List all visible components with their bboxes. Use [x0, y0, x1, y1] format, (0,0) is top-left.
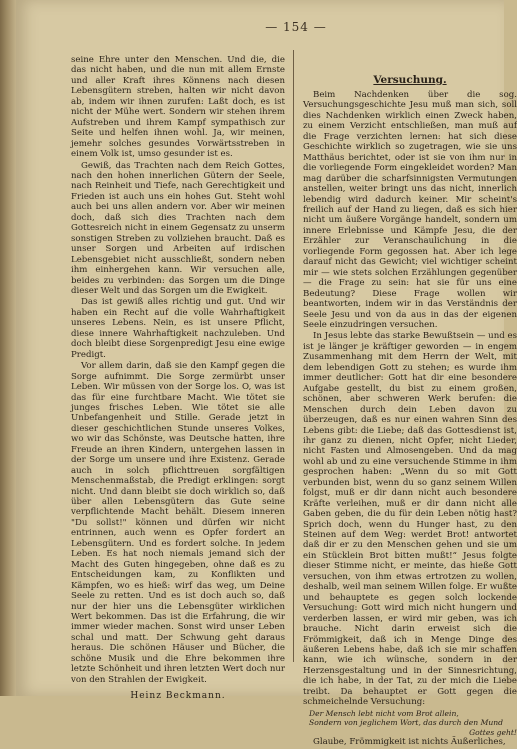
- right-paragraph: In Jesus lebte das starke Bewußtsein — und es ist je länger je kräftiger geworden — in engem Zusammenhang mit dem Herrn der Welt, mit dem lebendigen Gott zu stehen; es wurde ihm immer deutlicher: Gott hat dir eine besondere Aufgabe gestellt, du bist zu einem großen, schönen, aber schweren Werk berufen: die Menschen durch dein Leben davon zu überzeugen, daß es nur einen wahren Sinn des Lebens gibt: die Liebe; daß das Gottesdienst ist, ihr ganz zu dienen, nicht Opfer, nicht Lieder, nicht Fasten und Almosengeben. Und da mag wohl ab und zu eine versuchende Stimme in ihm gesprochen haben: „Wenn du so mit Gott verbunden bist, wenn du so ganz seinem Willen folgst, muß er dir dann nicht auch besondere Kräfte verleihen, muß er dir dann nicht alle Gaben geben, die du für dein Leben nötig hast? Sprich doch, wenn du Hunger hast, zu den Steinen auf dem Weg: werdet Brot! antwortet daß dir er zu den Menschen gehen und sie um ein Stücklein Brot bitten mußt!“ Jesus folgte dieser Stimme nicht, er meinte, das hieße Gott versuchen, von ihm etwas ertrotzen zu wollen, deshalb, weil man seinem Willen folge. Er wußte und behauptete es gegen solch lockende Versuchung: Gott wird mich nicht hungern und verderben lassen, er wird mir geben, was ich brauche. Nicht darin erweist sich die Frömmigkeit, daß ich in Menge Dinge des äußeren Lebens habe, daß ich sie mir schaffen kann, wie ich wünsche, sondern in der Herzensgestaltung und in der Sinnesrichtung, die ich habe, in der Tat, zu der mich die Liebe treibt. Da behauptet er Gott gegen die schmeichelnde Versuchung:: [303, 331, 517, 708]
- quote-line: Gottes geht!: [469, 727, 517, 737]
- left-paragraph: Vor allem darin, daß sie den Kampf gegen die Sorge aufnimmt. Die Sorge zermürbt unser Leben. Wir müssen von der Sorge los. O, was ist das für eine furchtbare Macht. Wie tötet sie junges frisches Leben. Wie tötet sie alle Unbefangenheit und Stille. Gerade jetzt in dieser geschichtlichen Stunde unseres Volkes, wo wir das Schönste, was Deutsche hatten, ihre Freude an ihren Kindern, untergehen lassen in der Sorge um unsere und ihre Existenz. Gerade auch in solch pflichttreuen sorgfältigen Menschenmaßstab, die Predigt erklingen: sorgt nicht. Und dann bleibt sie doch wirklich so, daß über allen Lebensgütern das Gute seine verpflichtende Macht behält. Diesem inneren "Du sollst!" können und dürfen wir nicht entrinnen, auch wenn es Opfer fordert an Lebensgütern. Und es fordert solche. In jedem Leben. Es hat noch niemals jemand sich der Macht des Guten hingegeben, ohne daß es zu Entscheidungen kam, zu Konflikten und Kämpfen, wo es hieß: wirf das weg, um Deine Seele zu retten. Und es ist doch auch so, daß nur der hier uns die Lebensgüter wirklichen Wert bekommen. Das ist die Erfahrung, die wir immer wieder machen. Sonst wird unser Leben schal und matt. Der Schwung geht daraus heraus. Die schönen Häuser und Bücher, die schöne Musik und die Ehre bekommen ihre letzte Schönheit und ihren letzten Wert doch nur von den Strahlen der Ewigkeit.: [71, 361, 285, 685]
- book-page: [16, 0, 517, 748]
- left-paragraph: Das ist gewiß alles richtig und gut. Und wir haben ein Recht auf die volle Wahrhaftigkeit unseres Lebens. Nein, es ist unsere Pflicht, diese innere Wahrhaftigkeit nachzuleben. Und doch bleibt diese Sorgenpredigt Jesu eine ewige Predigt.: [71, 297, 285, 360]
- article-author: Heinz Beckmann.: [130, 691, 226, 702]
- left-paragraph: Gewiß, das Trachten nach dem Reich Gottes, nach den hohen innerlichen Gütern der Seele, nach Reinheit und Tiefe, nach Gerechtigkeit und Frieden ist auch uns ein hohes Gut. Steht wohl auch bei uns allen andern vor. Aber wir meinen doch, daß sich dies Trachten nach dem Gottesreich nicht in einem Gegensatz zu unserm sonstigen Streben zu vollziehen braucht. Daß es unser Sorgen und Arbeiten auf irdischen Lebensgebiet nicht ausschließt, sondern neben ihm einhergehen kann. Wir versuchen alle, beides zu verbinden: das Sorgen um die Dinge dieser Welt und das Sorgen um die Ewigkeit.: [71, 160, 285, 296]
- page-number: — 154 —: [265, 20, 327, 34]
- article-title: Versuchung.: [373, 74, 447, 86]
- right-paragraph: Beim Nachdenken über die sog. Versuchungsgeschichte Jesu muß man sich, soll dies Nachdenken wirklich einen Zweck haben, zu einem Verzicht entschließen, man muß auf die Frage verzichten lernen: hat sich diese Geschichte wirklich so zugetragen, wie sie uns Matthäus berichtet, oder ist sie von ihm nur in die vorliegende Form eingekleidet worden? Man mag darüber die scharfsinnigsten Vermutungen anstellen, weiter bringt uns das nicht, innerlich lebendig wird dadurch keiner. Mir scheint's freilich auf der Hand zu liegen, daß es sich hier nicht um äußere Vorgänge handelt, sondern um innere Erlebnisse und Kämpfe Jesu, die der Erzähler zur Veranschaulichung in die vorliegende Form gegossen hat. Aber ich lege darauf nicht das Gewicht; viel wichtiger scheint mir — wie stets solchen Erzählungen gegenüber — die Frage zu sein: hat sie für uns eine Bedeutung? Diese Frage wollen wir beantworten, indem wir in das Verständnis der Seele Jesu und von da aus in das der eigenen Seele einzudringen versuchen.: [303, 90, 517, 330]
- right-column: [303, 90, 517, 749]
- book-spine-shadow: [0, 0, 16, 696]
- left-paragraph: seine Ehre unter den Menschen. Und die, die das nicht haben, und die nun mit allem Ernste und aller Kraft ihres Könnens nach diesen Lebensgütern streben, halten wir nicht davon ab, indem wir ihnen zurufen: Laßt doch, es ist nicht der Mühe wert. Sondern wir stehen ihrem Aufstreben und ihrem Kampf sympathisch zur Seite und helfen ihnen wohl. Ja, wir meinen, jemehr solches gesundes Vorwärtsstreben in einem Volk ist, umso gesunder ist es.: [71, 55, 285, 160]
- quote-line: Der Mensch lebt nicht vom Brot allein,: [309, 708, 459, 718]
- column-divider: [293, 50, 294, 662]
- quote-line: Sondern von jeglichem Wort, das durch den Mund: [309, 718, 504, 728]
- left-column: [71, 55, 285, 702]
- right-last-line: Glaube, Frömmigkeit ist nichts Äußerliches,: [313, 737, 506, 748]
